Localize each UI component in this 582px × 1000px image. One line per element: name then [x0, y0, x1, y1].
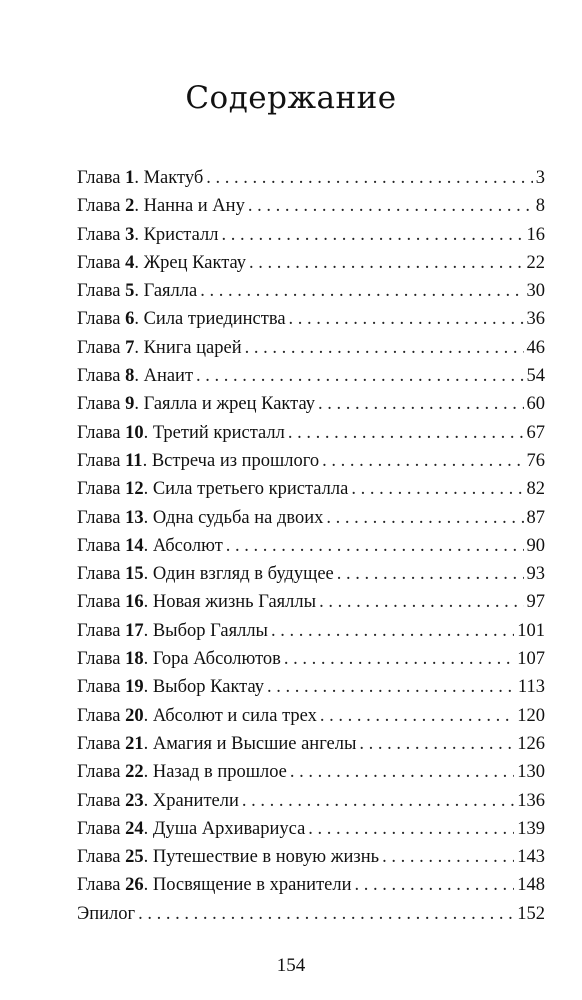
dot-leader	[337, 560, 524, 588]
dot-leader	[326, 504, 523, 532]
toc-entry	[77, 249, 545, 277]
toc-entry	[77, 305, 545, 333]
page-title: Содержание	[185, 80, 397, 116]
toc-entry-label: Глава 22. Назад в прошлое	[77, 762, 287, 783]
toc-entry	[77, 560, 545, 588]
dot-leader	[355, 871, 515, 899]
dot-leader	[196, 362, 523, 390]
toc-entry	[77, 447, 545, 475]
dot-leader	[319, 588, 523, 616]
toc-entry-page: 76	[526, 450, 545, 471]
toc-entry	[77, 504, 545, 532]
toc-entry-page: 143	[517, 847, 545, 868]
toc-entry	[77, 475, 545, 503]
toc-entry	[77, 645, 545, 673]
dot-leader	[138, 900, 514, 928]
toc-entry	[77, 221, 545, 249]
dot-leader	[271, 617, 514, 645]
toc-entry	[77, 419, 545, 447]
toc-entry-label: Глава 11. Встреча из прошлого	[77, 450, 320, 471]
toc-entry	[77, 164, 545, 192]
toc-entry-label: Глава 17. Выбор Гаяллы	[77, 620, 268, 641]
toc-entry-label: Глава 12. Сила третьего кристалла	[77, 479, 349, 500]
toc-entry-label: Глава 9. Гаялла и жрец Кактау	[77, 394, 316, 415]
toc-entry-page: 120	[517, 705, 545, 726]
toc-entry-label: Глава 18. Гора Абсолютов	[77, 649, 281, 670]
toc-entry	[77, 362, 545, 390]
toc-entry-page: 54	[526, 366, 545, 387]
toc-entry-page: 152	[517, 903, 545, 924]
page-number: 154	[276, 955, 306, 976]
toc-entry-page: 46	[526, 337, 545, 358]
toc-entry-page: 130	[517, 762, 545, 783]
dot-leader	[249, 249, 523, 277]
toc-entry-label: Глава 1. Мактуб	[77, 168, 204, 188]
toc-entry-label: Глава 13. Одна судьба на двоих	[77, 507, 324, 528]
toc-entry-label: Глава 19. Выбор Кактау	[77, 677, 265, 698]
dot-leader	[267, 673, 515, 701]
toc-entry	[77, 334, 545, 362]
toc-entry	[77, 673, 545, 701]
toc-entry-label: Глава 23. Хранители	[77, 790, 239, 811]
toc-entry	[77, 532, 545, 560]
toc-entry-page: 93	[526, 564, 545, 585]
toc-entry	[77, 843, 545, 871]
toc-entry-label: Глава 2. Нанна и Ану	[77, 196, 245, 217]
toc-entry	[77, 390, 545, 418]
toc-entry-page: 139	[517, 818, 545, 839]
dot-leader	[200, 277, 523, 305]
toc-entry-label: Глава 7. Книга царей	[77, 337, 242, 358]
toc-entry-label: Глава 3. Кристалл	[77, 224, 219, 245]
toc-entry-label: Глава 21. Амагия и Высшие ангелы	[77, 733, 357, 754]
toc-entry	[77, 588, 545, 616]
dot-leader	[322, 447, 523, 475]
toc-entry	[77, 702, 545, 730]
toc-entry-page: 22	[526, 252, 545, 273]
toc-entry-label: Глава 5. Гаялла	[77, 281, 198, 302]
toc-entry-page: 113	[517, 677, 545, 698]
dot-leader	[288, 419, 524, 447]
dot-leader	[359, 730, 514, 758]
toc-entry	[77, 758, 545, 786]
dot-leader	[318, 390, 523, 418]
toc-entry-page: 107	[517, 649, 545, 670]
toc-entry-page: 8	[535, 196, 545, 217]
dot-leader	[308, 815, 514, 843]
dot-leader	[206, 164, 533, 192]
toc-entry	[77, 871, 545, 899]
dot-leader	[245, 334, 524, 362]
toc-entry-label: Эпилог	[77, 903, 136, 924]
toc-entry-page: 30	[526, 281, 545, 302]
toc-entry-label: Глава 20. Абсолют и сила трех	[77, 705, 317, 726]
toc-entry-page: 101	[517, 620, 545, 641]
toc-entry-label: Глава 4. Жрец Кактау	[77, 252, 247, 273]
toc-entry	[77, 730, 545, 758]
toc-entry	[77, 787, 545, 815]
toc-entry-page: 67	[526, 422, 545, 443]
toc-entry-page: 148	[517, 875, 545, 896]
toc-entry-label: Глава 14. Абсолют	[77, 535, 223, 556]
table-of-contents	[77, 164, 545, 928]
dot-leader	[226, 532, 524, 560]
toc-entry-page: 87	[526, 507, 545, 528]
toc-entry-label: Глава 10. Третий кристалл	[77, 422, 285, 443]
toc-entry-page: 3	[535, 168, 545, 188]
dot-leader	[284, 645, 514, 673]
toc-entry-label: Глава 26. Посвящение в хранители	[77, 875, 352, 896]
toc-entry-page: 60	[526, 394, 545, 415]
dot-leader	[248, 192, 533, 220]
toc-entry-label: Глава 15. Один взгляд в будущее	[77, 564, 334, 585]
toc-entry-page: 82	[526, 479, 545, 500]
dot-leader	[351, 475, 523, 503]
toc-entry	[77, 277, 545, 305]
toc-entry	[77, 815, 545, 843]
dot-leader	[289, 305, 524, 333]
toc-entry-epilogue	[77, 900, 545, 928]
toc-entry-label: Глава 24. Душа Архивариуса	[77, 818, 306, 839]
toc-entry	[77, 192, 545, 220]
dot-leader	[242, 787, 514, 815]
dot-leader	[382, 843, 514, 871]
toc-entry-page: 90	[526, 535, 545, 556]
toc-entry-page: 136	[517, 790, 545, 811]
toc-entry-page: 16	[526, 224, 545, 245]
toc-entry-page: 36	[526, 309, 545, 330]
toc-entry	[77, 617, 545, 645]
toc-entry-page: 126	[517, 733, 545, 754]
dot-leader	[221, 221, 523, 249]
dot-leader	[290, 758, 514, 786]
toc-entry-page: 97	[526, 592, 545, 613]
toc-entry-label: Глава 16. Новая жизнь Гаяллы	[77, 592, 317, 613]
toc-entry-label: Глава 8. Анаит	[77, 366, 194, 387]
toc-entry-label: Глава 6. Сила триединства	[77, 309, 286, 330]
dot-leader	[320, 702, 514, 730]
toc-entry-label: Глава 25. Путешествие в новую жизнь	[77, 847, 380, 868]
